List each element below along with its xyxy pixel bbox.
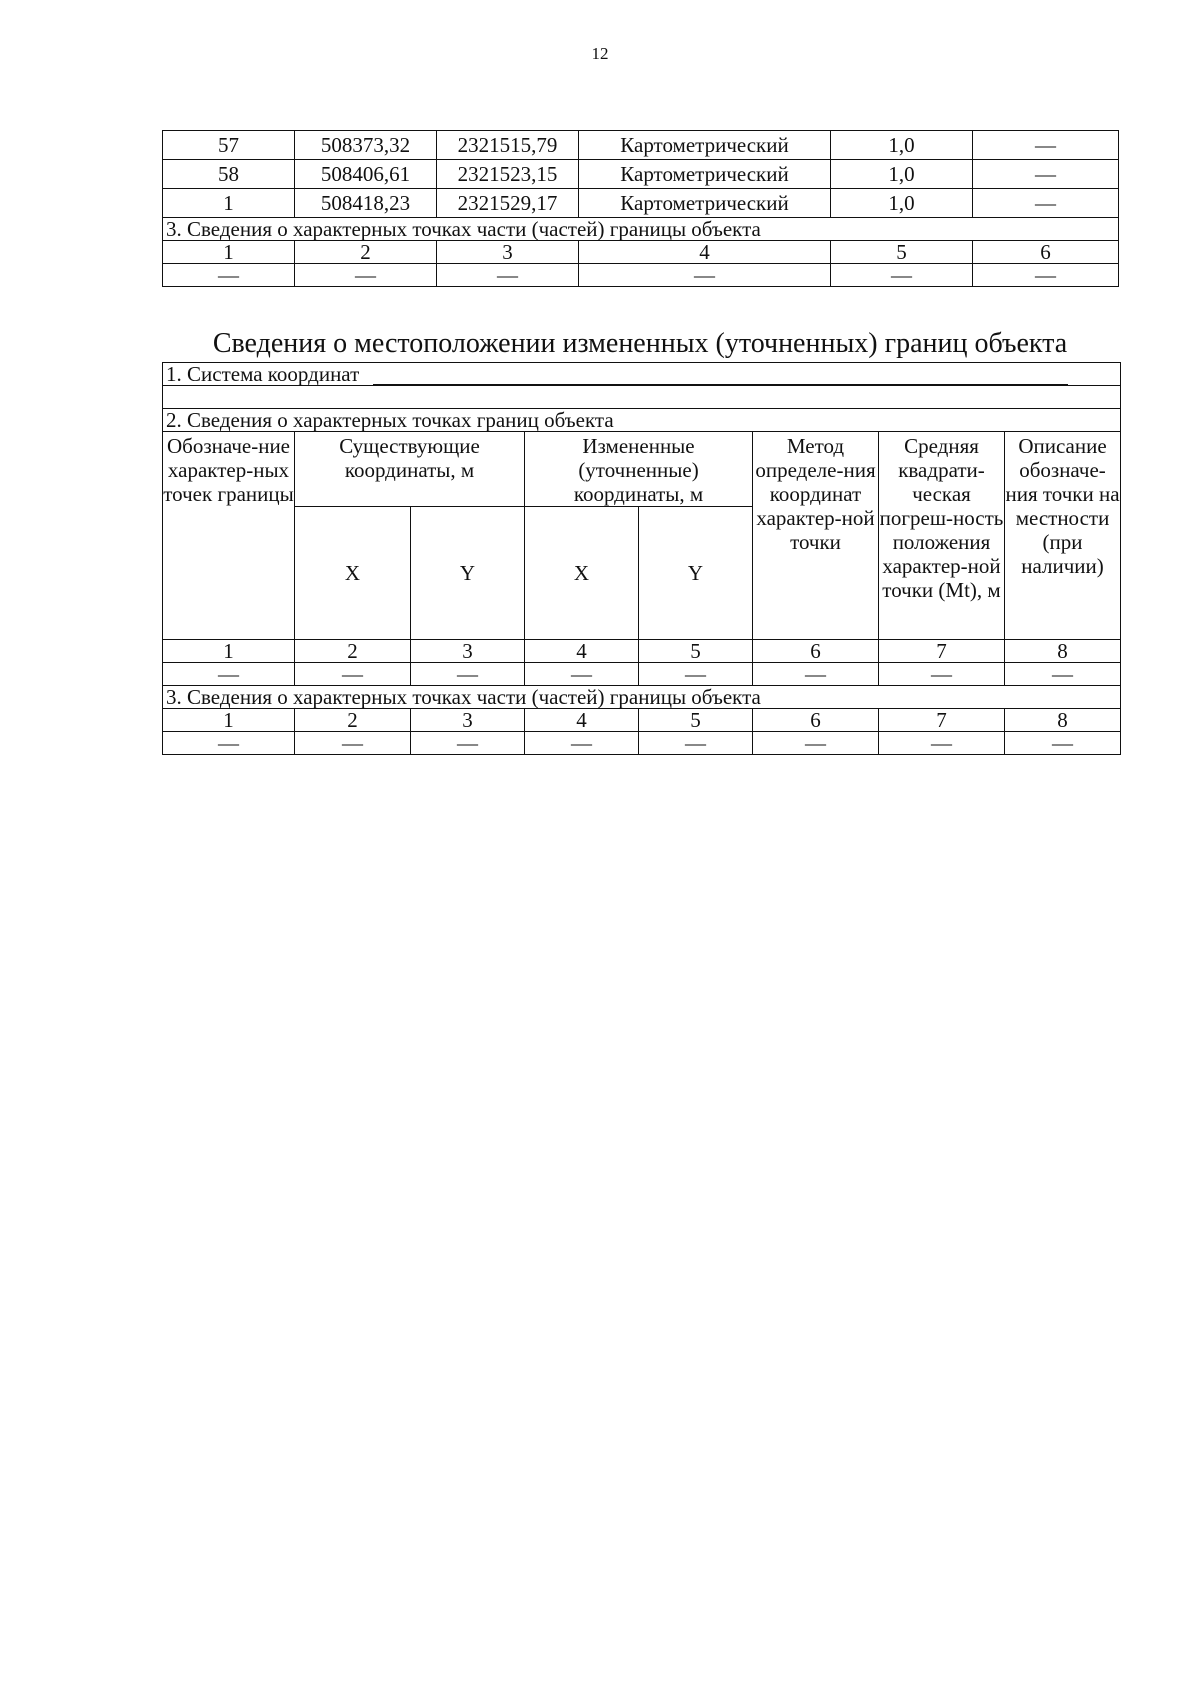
dash-cell: — xyxy=(295,264,437,287)
column-number: 5 xyxy=(639,709,753,732)
blank-row xyxy=(163,386,1121,409)
changed-boundaries-table xyxy=(162,362,1121,755)
table-row xyxy=(163,131,1119,160)
point-number: 1 xyxy=(163,189,295,218)
column-numbers-row xyxy=(163,640,1121,663)
column-number: 2 xyxy=(295,241,437,264)
table-row xyxy=(163,732,1121,755)
coord-y: 2321523,15 xyxy=(437,160,579,189)
error-value: 1,0 xyxy=(831,131,973,160)
dash-cell: — xyxy=(163,264,295,287)
dash-cell: — xyxy=(163,732,295,755)
dash-cell: — xyxy=(163,663,295,686)
coord-y: 2321515,79 xyxy=(437,131,579,160)
description: — xyxy=(973,131,1119,160)
table-row xyxy=(163,160,1119,189)
column-number: 5 xyxy=(639,640,753,663)
error-value: 1,0 xyxy=(831,189,973,218)
coord-system-label: 1. Система координат xyxy=(166,362,360,386)
column-number: 4 xyxy=(525,640,639,663)
column-number: 2 xyxy=(295,709,411,732)
column-number: 6 xyxy=(973,241,1119,264)
column-number: 3 xyxy=(411,640,525,663)
column-number: 1 xyxy=(163,640,295,663)
column-numbers-row xyxy=(163,709,1121,732)
column-number: 7 xyxy=(879,640,1005,663)
header-error: Средняя квадрати-ческая погреш-ность положения характер-ной точки (Mt), м xyxy=(879,432,1005,640)
method: Картометрический xyxy=(579,160,831,189)
section-row xyxy=(163,409,1121,432)
column-number: 1 xyxy=(163,709,295,732)
page-number: 12 xyxy=(591,44,609,63)
column-number: 3 xyxy=(437,241,579,264)
section-row xyxy=(163,218,1119,241)
dash-cell: — xyxy=(579,264,831,287)
dash-cell: — xyxy=(879,663,1005,686)
dash-cell: — xyxy=(879,732,1005,755)
section-2-label: 2. Сведения о характерных точках границ объекта xyxy=(163,409,1121,432)
dash-cell: — xyxy=(831,264,973,287)
dash-cell: — xyxy=(973,264,1119,287)
table-row xyxy=(163,663,1121,686)
point-number: 58 xyxy=(163,160,295,189)
header-description: Описание обозначе-ния точки на местности (при наличии) xyxy=(1005,432,1121,640)
description: — xyxy=(973,189,1119,218)
column-number: 4 xyxy=(579,241,831,264)
column-number: 6 xyxy=(753,640,879,663)
header-changed-coords: Измененные (уточненные) координаты, м xyxy=(525,432,753,507)
coord-y: 2321529,17 xyxy=(437,189,579,218)
column-number: 2 xyxy=(295,640,411,663)
method: Картометрический xyxy=(579,189,831,218)
point-number: 57 xyxy=(163,131,295,160)
dash-cell: — xyxy=(1005,732,1121,755)
section-3-label: 3. Сведения о характерных точках части (частей) границы объекта xyxy=(163,218,1119,241)
header-existing-coords: Существующие координаты, м xyxy=(295,432,525,507)
column-number: 8 xyxy=(1005,709,1121,732)
dash-cell: — xyxy=(411,732,525,755)
column-number: 5 xyxy=(831,241,973,264)
dash-cell: — xyxy=(525,732,639,755)
column-number: 7 xyxy=(879,709,1005,732)
column-number: 6 xyxy=(753,709,879,732)
header-x: X xyxy=(525,507,639,640)
dash-cell: — xyxy=(411,663,525,686)
coord-x: 508373,32 xyxy=(295,131,437,160)
dash-cell: — xyxy=(437,264,579,287)
boundary-points-table xyxy=(162,130,1119,287)
header-x: X xyxy=(295,507,411,640)
dash-cell: — xyxy=(639,732,753,755)
table-row xyxy=(163,264,1119,287)
dash-cell: — xyxy=(1005,663,1121,686)
column-number: 4 xyxy=(525,709,639,732)
column-numbers-row xyxy=(163,241,1119,264)
method: Картометрический xyxy=(579,131,831,160)
table-row xyxy=(163,189,1119,218)
section-row xyxy=(163,686,1121,709)
error-value: 1,0 xyxy=(831,160,973,189)
column-number: 1 xyxy=(163,241,295,264)
header-method: Метод определе-ния координат характер-ной точки xyxy=(753,432,879,640)
header-y: Y xyxy=(639,507,753,640)
coord-x: 508406,61 xyxy=(295,160,437,189)
header-y: Y xyxy=(411,507,525,640)
column-number: 8 xyxy=(1005,640,1121,663)
dash-cell: — xyxy=(295,732,411,755)
coord-x: 508418,23 xyxy=(295,189,437,218)
section-title: Сведения о местоположении измененных (уточненных) границ объекта xyxy=(212,328,1068,359)
dash-cell: — xyxy=(525,663,639,686)
header-row xyxy=(163,432,1121,507)
description: — xyxy=(973,160,1119,189)
dash-cell: — xyxy=(639,663,753,686)
column-number: 3 xyxy=(411,709,525,732)
dash-cell: — xyxy=(753,732,879,755)
coord-system-row xyxy=(163,363,1121,386)
coord-system-line xyxy=(373,366,1068,385)
header-designation: Обозначе-ние характер-ных точек границы xyxy=(163,432,295,640)
dash-cell: — xyxy=(753,663,879,686)
dash-cell: — xyxy=(295,663,411,686)
section-3-label: 3. Сведения о характерных точках части (частей) границы объекта xyxy=(163,686,1121,709)
